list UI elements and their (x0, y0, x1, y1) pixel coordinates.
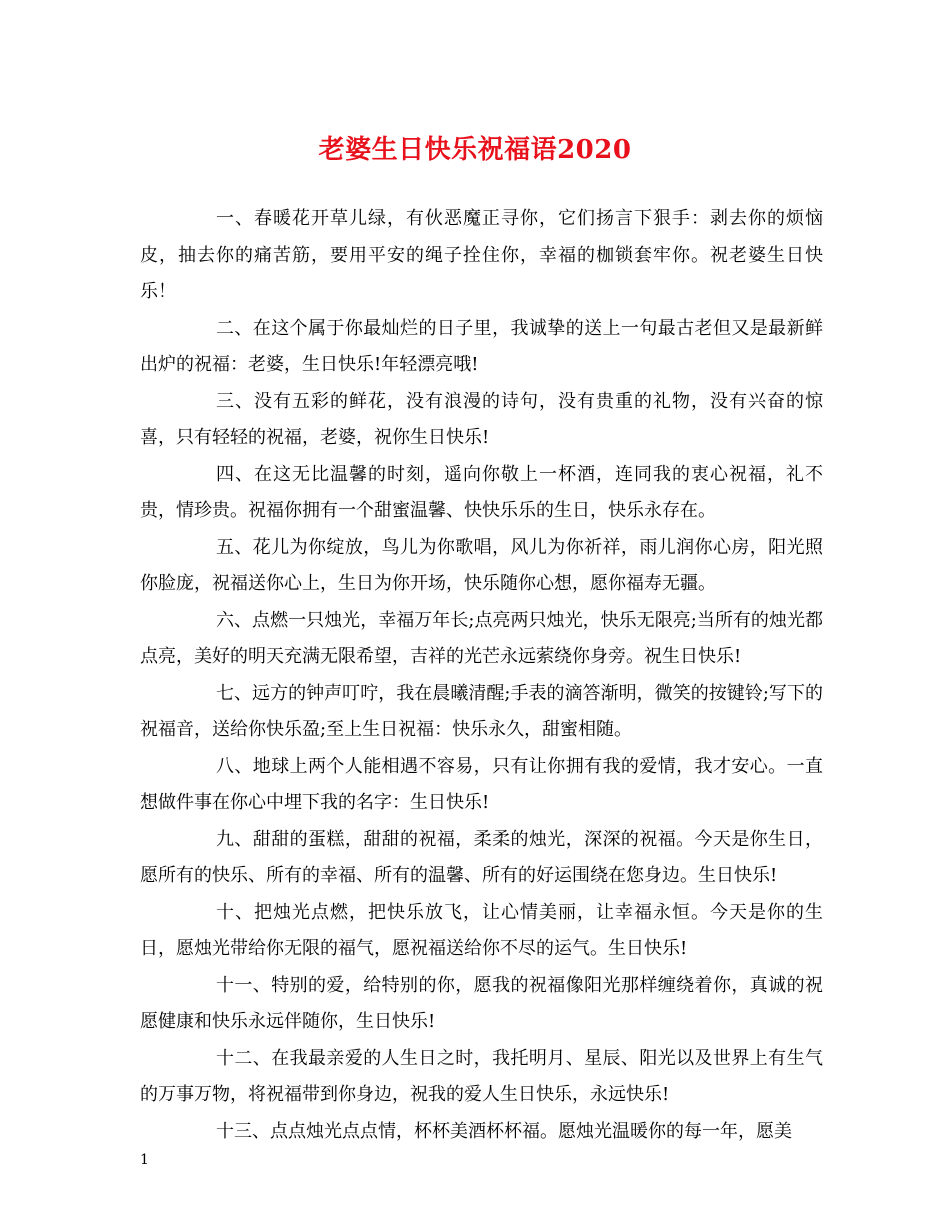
paragraph-1: 一、春暖花开草儿绿，有伙恶魔正寻你，它们扬言下狠手：剥去你的烦恼皮，抽去你的痛苦筋，要用平安的绳子拴住你，幸福的枷锁套牢你。祝老婆生日快乐！ (140, 208, 823, 302)
paragraph-3: 三、没有五彩的鲜花，没有浪漫的诗句，没有贵重的礼物，没有兴奋的惊喜，只有轻轻的祝福，老婆，祝你生日快乐! (140, 390, 823, 448)
paragraph-6: 六、点燃一只烛光，幸福万年长;点亮两只烛光，快乐无限亮;当所有的烛光都点亮，美好的明天充满无限希望，吉祥的光芒永远萦绕你身旁。祝生日快乐! (140, 609, 823, 667)
paragraph-9: 九、甜甜的蛋糕，甜甜的祝福，柔柔的烛光，深深的祝福。今天是你生日，愿所有的快乐、所有的幸福、所有的温馨、所有的好运围绕在您身边。生日快乐! (140, 828, 823, 886)
paragraph-12: 十二、在我最亲爱的人生日之时，我托明月、星辰、阳光以及世界上有生气的万事万物，将祝福带到你身边，祝我的爱人生日快乐，永远快乐! (140, 1047, 823, 1105)
paragraph-5: 五、花儿为你绽放，鸟儿为你歌唱，风儿为你祈祥，雨儿润你心房，阳光照你脸庞，祝福送你心上，生日为你开场，快乐随你心想，愿你福寿无疆。 (140, 536, 823, 594)
paragraph-13: 十三、点点烛光点点情，杯杯美酒杯杯福。愿烛光温暖你的每一年，愿美 (216, 1120, 792, 1142)
paragraph-7: 七、远方的钟声叮咛，我在晨曦清醒;手表的滴答渐明，微笑的按键铃;写下的祝福音，送给你快乐盈;至上生日祝福：快乐永久，甜蜜相随。 (140, 682, 823, 740)
paragraph-8: 八、地球上两个人能相遇不容易，只有让你拥有我的爱情，我才安心。一直想做件事在你心中埋下我的名字：生日快乐! (140, 755, 823, 813)
paragraph-11: 十一、特别的爱，给特别的你，愿我的祝福像阳光那样缠绕着你，真诚的祝愿健康和快乐永远伴随你，生日快乐! (140, 974, 823, 1032)
paragraph-10: 十、把烛光点燃，把快乐放飞，让心情美丽，让幸福永恒。今天是你的生日，愿烛光带给你无限的福气，愿祝福送给你不尽的运气。生日快乐! (140, 901, 823, 959)
page-number: 1 (140, 1152, 149, 1168)
document-title: 老婆生日快乐祝福语2020 (318, 135, 632, 165)
document-body (140, 201, 823, 1150)
paragraph-2: 二、在这个属于你最灿烂的日子里，我诚挚的送上一句最古老但又是最新鲜出炉的祝福：老婆，生日快乐!年轻漂亮哦! (140, 317, 823, 375)
paragraph-4: 四、在这无比温馨的时刻，遥向你敬上一杯酒，连同我的衷心祝福，礼不贵，情珍贵。祝福你拥有一个甜蜜温馨、快快乐乐的生日，快乐永存在。 (140, 463, 823, 521)
